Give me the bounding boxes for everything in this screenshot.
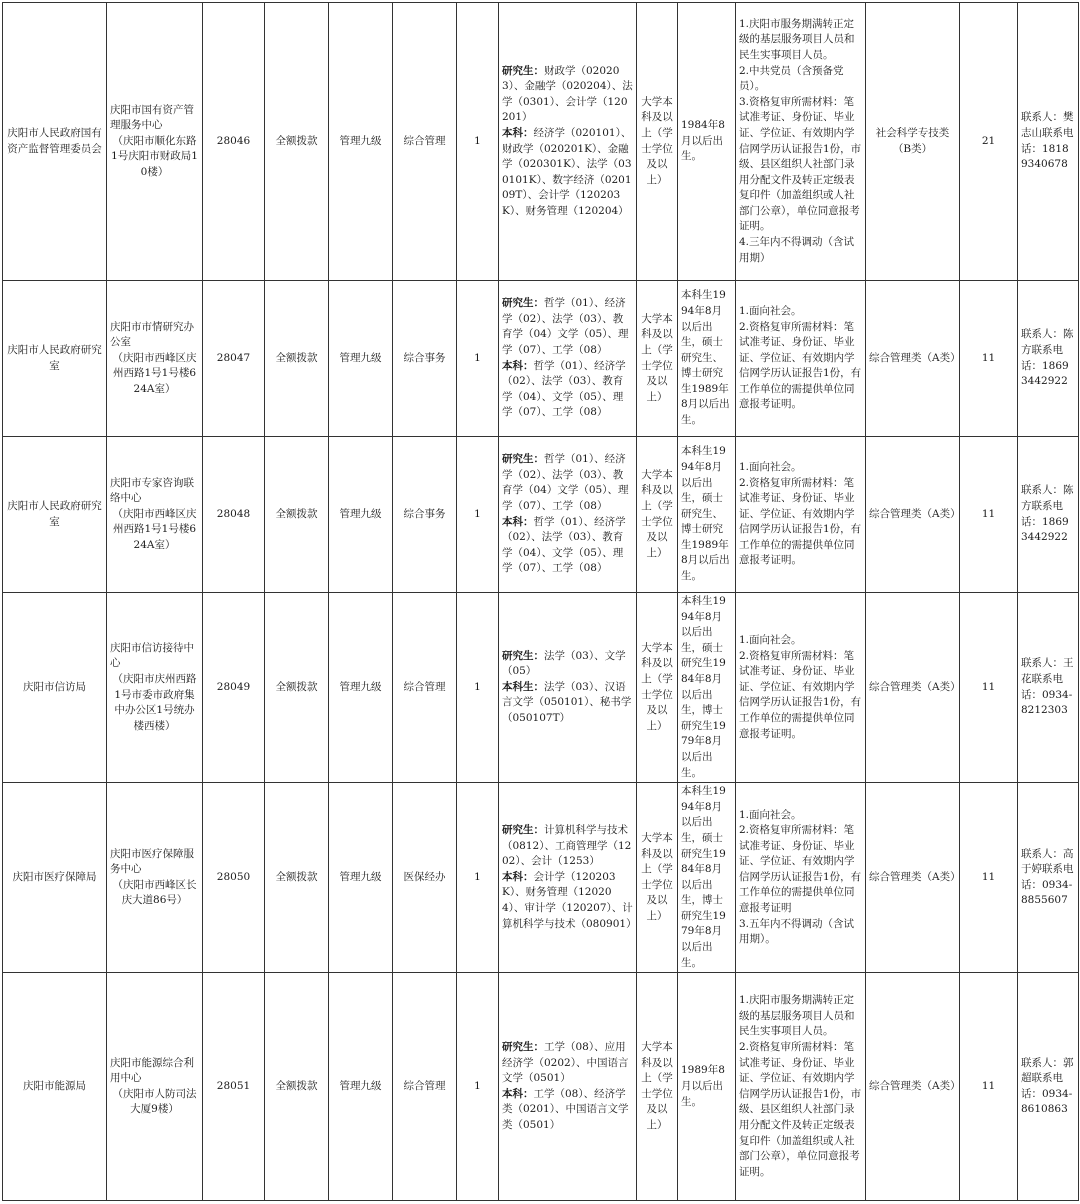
age-requirement-cell: 本科生1994年8月以后出生，硕士研究生1984年8月以后出生，博士研究生1979年8月以后出生。 [678,783,736,973]
exam-category-cell: 社会科学专技类（B类） [866,3,960,281]
table-row [3,437,1079,593]
unit-address: （庆阳市庆州西路1号市委市政府集中办公区1号统办楼西楼） [112,672,197,732]
exam-category-cell: 综合管理类（A类） [866,437,960,593]
job-level-cell: 管理九级 [329,3,393,281]
condition-item: 2.资格复审所需材料：笔试准考证、身份证、毕业证、学位证、有效期内学信网学历认证报告1份，有工作单位的需提供单位同意报考证明。 [739,649,862,740]
category-code-cell: 11 [960,783,1018,973]
age-requirement-cell: 1984年8月以后出生。 [678,3,736,281]
major-requirement-cell [499,437,637,593]
condition-item: 3.资格复审所需材料：笔试准考证、身份证、毕业证、学位证、有效期内学信网学历认证报告1份，市级、县区组织人社部门录用分配文件及转正定级表复印件（加盖组织或人社部门公章），单位同意报考证明。 [739,95,862,233]
position-code-cell: 28051 [203,973,265,1201]
unit-address: （庆阳市西峰区庆州西路1号1号楼624A室） [112,507,197,551]
hiring-count-cell: 1 [457,3,499,281]
undergraduate-majors: 哲学（01）、经济学（02）、法学（03）、教育学（04）、文学（05）、理学（07）、工学（08） [502,359,626,419]
unit-name: 庆阳市专家咨询联络中心 [110,476,194,505]
funding-type-cell: 全额拨款 [265,437,329,593]
position-code-cell: 28049 [203,593,265,783]
condition-item: 3.五年内不得调动（含试用期）。 [739,917,855,946]
contact-cell: 联系人：郭超联系电话：0934-8610863 [1018,973,1079,1201]
category-code-cell: 11 [960,437,1018,593]
undergraduate-label: 本科： [502,126,534,139]
dept-cell: 庆阳市人民政府国有资产监督管理委员会 [3,3,107,281]
other-conditions-cell [736,973,866,1201]
unit-cell [107,437,203,593]
graduate-label: 研究生： [502,453,544,466]
dept-cell: 庆阳市能源局 [3,973,107,1201]
unit-cell [107,593,203,783]
education-cell: 大学本科及以上（学士学位及以上） [637,973,678,1201]
position-name-cell: 综合管理 [393,973,457,1201]
exam-category-cell: 综合管理类（A类） [866,783,960,973]
unit-address: （庆阳市人防司法大厦9楼） [112,1087,197,1116]
major-requirement-cell [499,783,637,973]
unit-cell [107,3,203,281]
condition-item: 1.庆阳市服务期满转正定级的基层服务项目人员和民生实事项目人员。 [739,994,855,1038]
unit-cell [107,783,203,973]
contact-cell: 联系人：陈方联系电话：18693442922 [1018,437,1079,593]
graduate-majors: 财政学（020203）、金融学（020204）、法学（0301）、会计学（120201） [502,64,633,124]
undergraduate-label: 本科： [502,870,534,883]
graduate-label: 研究生： [502,297,544,310]
unit-address: （庆阳市西峰区庆州西路1号1号楼624A室） [112,351,197,395]
position-code-cell: 28050 [203,783,265,973]
position-name-cell: 综合管理 [393,593,457,783]
job-level-cell: 管理九级 [329,593,393,783]
condition-item: 1.面向社会。 [739,460,802,473]
exam-category-cell: 综合管理类（A类） [866,973,960,1201]
job-listing-table [2,2,1079,1201]
age-requirement-cell: 本科生1994年8月以后出生，硕士研究生1984年8月以后出生，博士研究生1979年8月以后出生。 [678,593,736,783]
major-requirement-cell [499,593,637,783]
education-cell: 大学本科及以上（学士学位及以上） [637,3,678,281]
age-requirement-cell: 本科生1994年8月以后出生，硕士研究生、博士研究生1989年8月以后出生。 [678,437,736,593]
hiring-count-cell: 1 [457,437,499,593]
position-name-cell: 医保经办 [393,783,457,973]
graduate-label: 研究生： [502,64,544,77]
graduate-label: 研究生： [502,1040,544,1053]
category-code-cell: 21 [960,3,1018,281]
exam-category-cell: 综合管理类（A类） [866,281,960,437]
condition-item: 2.资格复审所需材料：笔试准考证、身份证、毕业证、学位证、有效期内学信网学历认证报告1份，有工作单位的需提供单位同意报考证明 [739,824,862,915]
graduate-majors: 工学（08）、应用经济学（0202）、中国语言文学（0501） [502,1040,629,1085]
condition-item: 1.面向社会。 [739,808,802,821]
contact-cell: 联系人：高于婷联系电话：0934-8855607 [1018,783,1079,973]
undergraduate-majors: 法学（03）、汉语言文学（050101）、秘书学（050107T） [502,680,632,724]
unit-cell [107,973,203,1201]
condition-item: 2.资格复审所需材料：笔试准考证、身份证、毕业证、学位证、有效期内学信网学历认证报告1份，市级、县区组织人社部门录用分配文件及转正定级表复印件（加盖组织或人社部门公章），单位同意报考证明。 [739,1040,862,1178]
undergraduate-label: 本科： [502,359,534,372]
graduate-label: 研究生： [502,649,544,662]
age-requirement-cell: 1989年8月以后出生。 [678,973,736,1201]
position-code-cell: 28047 [203,281,265,437]
table-body [3,3,1079,1201]
hiring-count-cell: 1 [457,973,499,1201]
position-code-cell: 28048 [203,437,265,593]
major-requirement-cell [499,281,637,437]
graduate-majors: 哲学（01）、经济学（02）、法学（03）、教育学（04）文学（05）、理学（07）、工学（08） [502,453,629,512]
other-conditions-cell [736,593,866,783]
contact-cell: 联系人：樊志山联系电话：18189340678 [1018,3,1079,281]
contact-cell: 联系人：王花联系电话：0934-8212303 [1018,593,1079,783]
condition-item: 4.三年内不得调动（含试用期） [739,236,855,264]
undergraduate-majors: 经济学（020101）、财政学（020201K）、金融学（020301K）、法学（030101K）、数字经济（020109T）、会计学（120203K）、财务管理（120204） [502,126,632,217]
dept-cell: 庆阳市信访局 [3,593,107,783]
job-level-cell: 管理九级 [329,281,393,437]
unit-name: 庆阳市能源综合利用中心 [110,1056,194,1085]
unit-cell [107,281,203,437]
condition-item: 2.资格复审所需材料：笔试准考证、身份证、毕业证、学位证、有效期内学信网学历认证报告1份，有工作单位的需提供单位同意报考证明。 [739,476,862,567]
job-level-cell: 管理九级 [329,973,393,1201]
undergraduate-majors: 会计学（120203K）、财务管理（120204）、审计学（120207）、计算机科学与技术（080901） [502,870,637,930]
education-cell: 大学本科及以上（学士学位及以上） [637,783,678,973]
table-row [3,3,1079,281]
job-level-cell: 管理九级 [329,437,393,593]
contact-cell: 联系人：陈方联系电话：18693442922 [1018,281,1079,437]
dept-cell: 庆阳市人民政府研究室 [3,437,107,593]
position-name-cell: 综合事务 [393,437,457,593]
education-cell: 大学本科及以上（学士学位及以上） [637,437,678,593]
condition-item: 2.中共党员（含预备党员）。 [739,64,844,93]
undergraduate-label: 本科： [502,515,534,528]
funding-type-cell: 全额拨款 [265,783,329,973]
undergraduate-majors: 工学（08）、经济学类（0201）、中国语言文学类（0501） [502,1087,629,1131]
table-row [3,281,1079,437]
table-row [3,593,1079,783]
hiring-count-cell: 1 [457,593,499,783]
graduate-majors: 哲学（01）、经济学（02）、法学（03）、教育学（04）文学（05）、理学（07）、工学（08） [502,297,629,356]
other-conditions-cell [736,783,866,973]
position-name-cell: 综合管理 [393,3,457,281]
unit-name: 庆阳市国有资产管理服务中心 [110,103,194,132]
job-level-cell: 管理九级 [329,783,393,973]
category-code-cell: 11 [960,281,1018,437]
table-row [3,973,1079,1201]
funding-type-cell: 全额拨款 [265,281,329,437]
graduate-majors: 计算机科学与技术（0812）、工商管理学（1202）、会计（1253） [502,824,632,868]
condition-item: 1.面向社会。 [739,304,802,317]
graduate-label: 研究生： [502,824,544,837]
funding-type-cell: 全额拨款 [265,973,329,1201]
education-cell: 大学本科及以上（学士学位及以上） [637,593,678,783]
funding-type-cell: 全额拨款 [265,3,329,281]
age-requirement-cell: 本科生1994年8月以后出生，硕士研究生、博士研究生1989年8月以后出生。 [678,281,736,437]
condition-item: 1.面向社会。 [739,633,802,646]
other-conditions-cell [736,3,866,281]
major-requirement-cell [499,3,637,281]
unit-name: 庆阳市医疗保障服务中心 [110,847,194,876]
funding-type-cell: 全额拨款 [265,593,329,783]
condition-item: 1.庆阳市服务期满转正定级的基层服务项目人员和民生实事项目人员。 [739,17,855,61]
graduate-majors: 法学（03）、文学（05） [502,649,626,678]
position-code-cell: 28046 [203,3,265,281]
unit-name: 庆阳市信访接待中心 [110,641,194,670]
position-name-cell: 综合事务 [393,281,457,437]
undergraduate-majors: 哲学（01）、经济学（02）、法学（03）、教育学（04）、文学（05）、理学（07）、工学（08） [502,515,626,575]
other-conditions-cell [736,437,866,593]
unit-address: （庆阳市西峰区长庆大道86号） [112,878,197,907]
hiring-count-cell: 1 [457,281,499,437]
unit-name: 庆阳市市情研究办公室 [110,320,194,349]
other-conditions-cell [736,281,866,437]
hiring-count-cell: 1 [457,783,499,973]
undergraduate-label: 本科生： [502,680,544,693]
condition-item: 2.资格复审所需材料：笔试准考证、身份证、毕业证、学位证、有效期内学信网学历认证报告1份，有工作单位的需提供单位同意报考证明。 [739,320,862,411]
exam-category-cell: 综合管理类（A类） [866,593,960,783]
unit-address: （庆阳市顺化东路1号庆阳市财政局10楼） [111,134,198,178]
dept-cell: 庆阳市人民政府研究室 [3,281,107,437]
education-cell: 大学本科及以上（学士学位及以上） [637,281,678,437]
dept-cell: 庆阳市医疗保障局 [3,783,107,973]
category-code-cell: 11 [960,973,1018,1201]
table-row [3,783,1079,973]
category-code-cell: 11 [960,593,1018,783]
major-requirement-cell [499,973,637,1201]
undergraduate-label: 本科： [502,1087,534,1100]
